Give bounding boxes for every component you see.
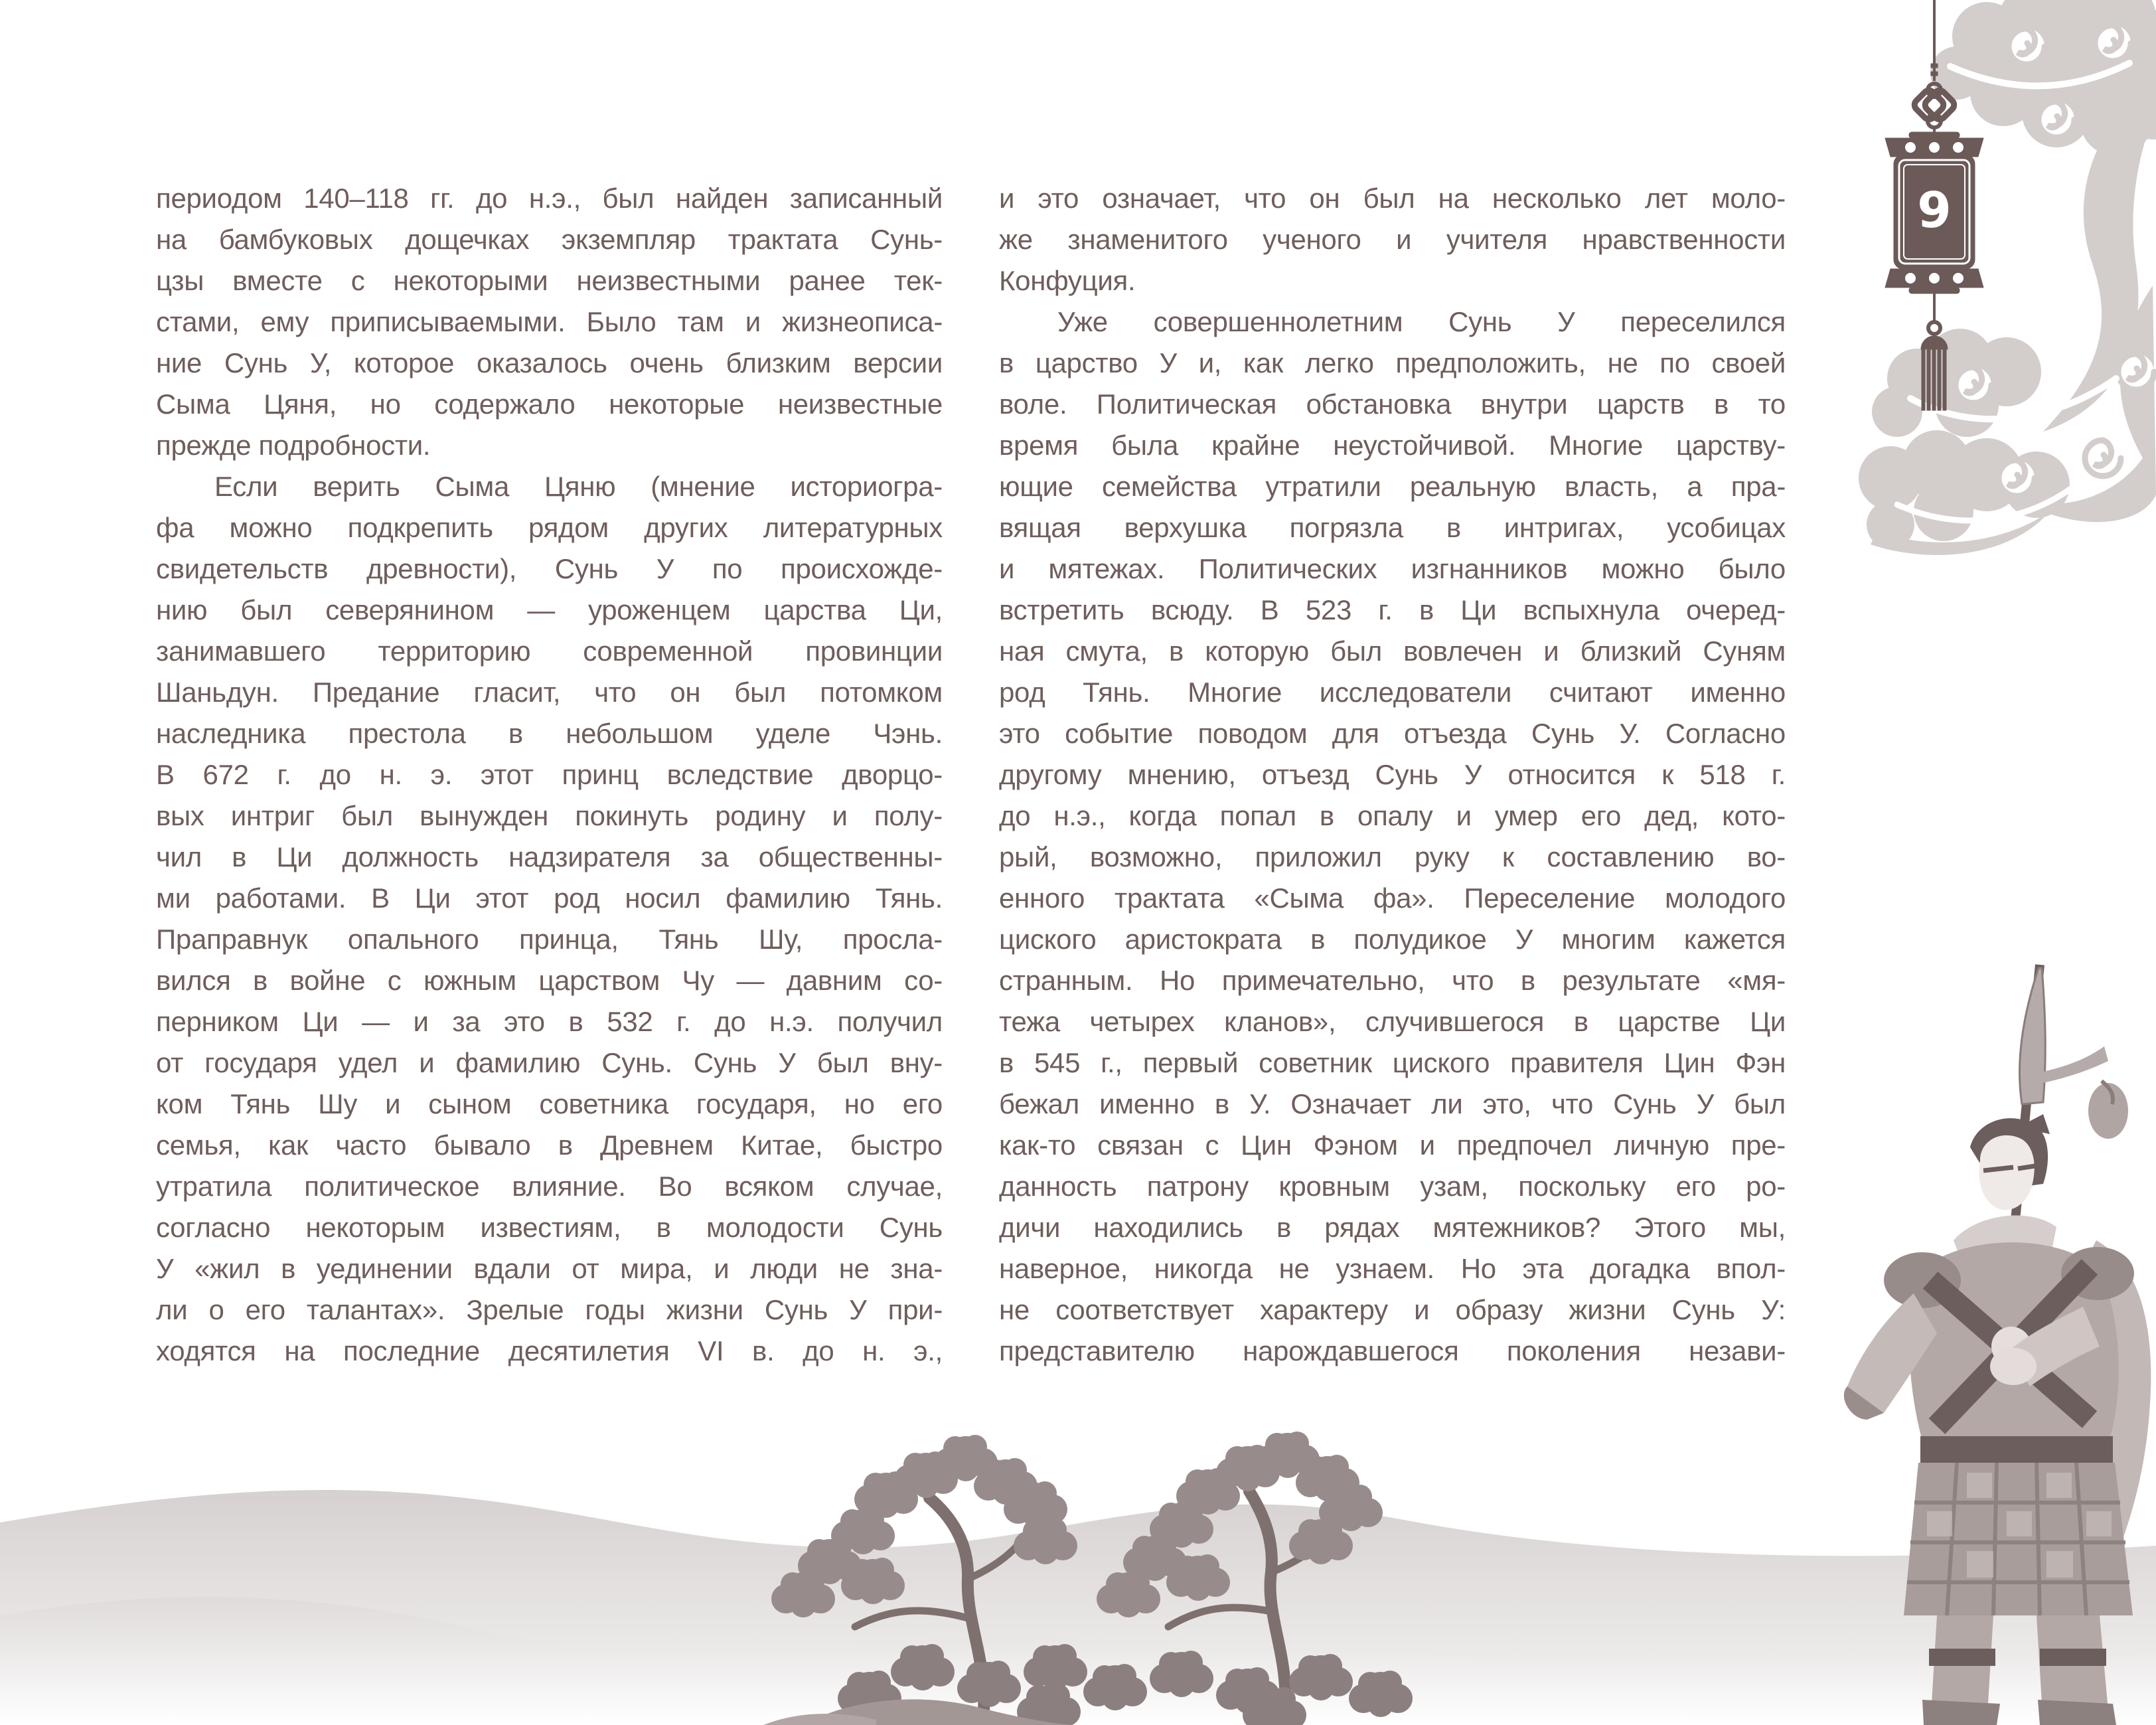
text-line: занимавшего территорию современной провинции [156,635,943,667]
text-line: прежде подробности. [156,430,431,461]
text-line: вящая верхушка погрязла в интригах, усобицах [999,512,1786,543]
text-line: наследника престола в небольшом уделе Чэнь. [156,718,943,749]
text-line: рый, возможно, приложил руку к составлению во- [999,841,1786,872]
text-line: тежа четырех кланов», случившегося в царстве Ци [999,1006,1786,1037]
text-line: ли о его талантах». Зрелые годы жизни Сунь У при- [156,1294,943,1325]
text-line: в 545 г., первый советник циского правителя Цин Фэн [999,1047,1786,1078]
text-line: чил в Ци должность надзирателя за общественны- [156,841,943,872]
text-line: цзы вместе с некоторыми неизвестными ранее тек- [156,265,943,296]
text-line: ная смута, в которую был вовлечен и близкий Суням [999,635,1786,667]
text-line: семья, как часто бывало в Древнем Китае, быстро [156,1129,943,1161]
chinese-knot-icon [1912,88,1957,122]
text-line: род Тянь. Многие исследователи считают именно [999,677,1786,708]
text-line: Уже совершеннолетним Сунь У переселился [1057,306,1786,337]
text-line: бежал именно в У. Означает ли это, что Сунь У был [999,1088,1786,1119]
pine-trees-illustration [704,1380,1540,1725]
text-line: же знаменитого ученого и учителя нравственности [999,224,1786,255]
text-line: ющие семейства утратили реальную власть, а пра- [999,471,1786,502]
text-line: встретить всюду. В 523 г. в Ци вспыхнула очеред- [999,594,1786,625]
text-line: ние Сунь У, которое оказалось очень близким версии [156,347,943,378]
text-line: и это означает, что он был на несколько лет моло- [999,183,1786,214]
text-line: это событие поводом для отъезда Сунь У. Согласно [999,718,1786,749]
text-line: вился в войне с южным царством Чу — давним со- [156,965,943,996]
text-line: У «жил в уединении вдали от мира, и люди не зна- [156,1253,943,1284]
text-line: периодом 140–118 гг. до н.э., был найден записанный [156,183,943,214]
text-line: согласно некоторым известиям, в молодости Сунь [156,1212,943,1243]
text-line: данность патрону кровным узам, поскольку его ро- [999,1171,1786,1202]
text-line: ком Тянь Шу и сыном советника государя, но его [156,1088,943,1119]
text-line: и мятежах. Политических изгнанников можно было [999,553,1786,584]
text-line: вых интриг был вынужден покинуть родину и полу- [156,800,943,831]
text-line: как-то связан с Цин Фэном и предпочел личную пре- [999,1129,1786,1161]
text-line: представителю нарождавшегося поколения незави- [999,1335,1786,1366]
text-line: свидетельств древности), Сунь У по происхожде- [156,553,943,584]
text-line: от государя удел и фамилию Сунь. Сунь У был вну- [156,1047,943,1078]
text-line: дичи находились в рядах мятежников? Этого мы, [999,1212,1786,1243]
text-line: Праправнук опального принца, Тянь Шу, просла- [156,924,943,955]
text-line: Конфуция. [999,265,1136,296]
text-line: наверное, никогда не узнаем. Но эта догадка впол- [999,1253,1786,1284]
text-line: воле. Политическая обстановка внутри царств в то [999,388,1786,420]
text-line: фа можно подкрепить рядом других литературных [156,512,943,543]
text-line: в царство У и, как легко предположить, не по своей [999,347,1786,378]
lantern-icon [1851,0,2156,465]
text-line: Шаньдун. Предание гласит, что он был потомком [156,677,943,708]
left-text-column [156,178,943,1372]
text-line: на бамбуковых дощечках экземпляр трактата Сунь- [156,224,943,255]
text-line: странным. Но примечательно, что в результате «мя- [999,965,1786,996]
text-line: циского аристократа в полудикое У многим кажется [999,924,1786,955]
text-line: В 672 г. до н. э. этот принц вследствие дворцо- [156,759,943,790]
text-line: енного трактата «Сыма фа». Переселение молодого [999,882,1786,914]
text-line: не соответствует характеру и образу жизни Сунь У: [999,1294,1786,1325]
tassel-icon [1921,336,1948,349]
text-line: другому мнению, отъезд Сунь У относится к 518 г. [999,759,1786,790]
text-line: нию был северянином — уроженцем царства Ци, [156,594,943,625]
text-line: ми работами. В Ци этот род носил фамилию Тянь. [156,882,943,914]
text-line: Сыма Цяня, но содержало некоторые неизвестные [156,388,943,420]
right-text-column [999,178,1786,1372]
text-line: ходятся на последние десятилетия VI в. до н. э., [156,1335,943,1366]
text-line: до н.э., когда попал в опалу и умер его дед, кото- [999,800,1786,831]
text-line: стами, ему приписываемыми. Было там и жизнеописа- [156,306,943,337]
text-line: перником Ци — и за это в 532 г. до н.э. получил [156,1006,943,1037]
text-line: утратила политическое влияние. Во всяком случае, [156,1171,943,1202]
text-line: время была крайне неустойчивой. Многие царству- [999,430,1786,461]
page-number: 9 [1917,182,1952,239]
warrior-illustration [1844,961,2156,1725]
text-line: Если верить Сыма Цяню (мнение историогра- [214,471,943,502]
